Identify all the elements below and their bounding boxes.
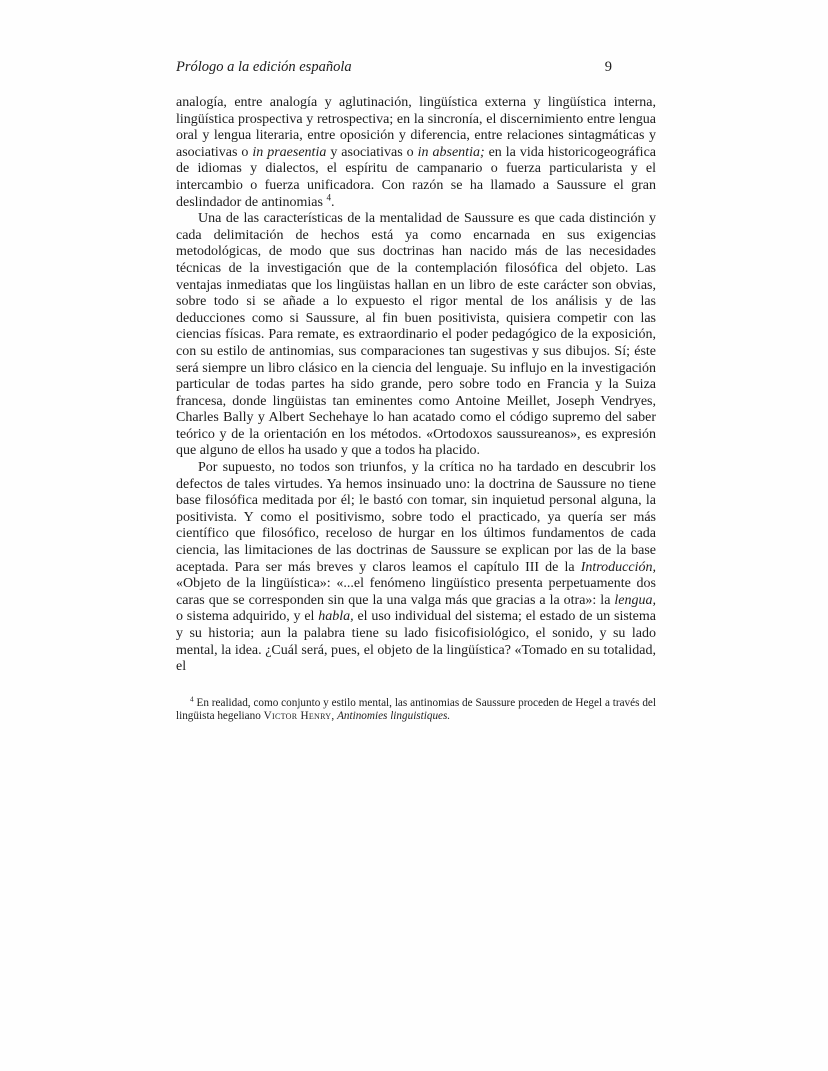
body-text bbox=[176, 95, 656, 676]
paragraph: Una de las características de la mentalidad de Saussure es que cada distinción y cada delimitación de hechos está ya como encarnada en sus exigencias metodológicas, de modo que sus doctrinas han nacido más de las necesidades técnicas de la investigación que de la contemplación filosófica del objeto. Las ventajas inmediatas que los lingüistas hallan en un libro de este carácter son obvias, sobre todo si se añade a lo expuesto el rigor mental de los análisis y de las deducciones como si Saussure, al fin buen positivista, quisiera competir con las ciencias físicas. Para remate, es extraordinario el poder pedagógico de la exposición, con su estilo de antinomias, sus comparaciones tan sugestivas y sus dibujos. Sí; éste será siempre un libro clásico en la ciencia del lenguaje. Su influjo en la investigación particular de todas partes ha sido grande, pero sobre todo en Francia y la Suiza francesa, donde lingüistas tan eminentes como Antoine Meillet, Joseph Vendryes, Charles Bally y Albert Sechehaye lo han acatado como el código supremo del saber teórico y de la orientación en los métodos. «Ortodoxos saussureanos», es expresión que alguno de ellos ha usado y que a todos ha placido. bbox=[176, 211, 656, 459]
paragraph: analogía, entre analogía y aglutinación, lingüística externa y lingüística interna, lingüística prospectiva y retrospectiva; en la sincronía, el discernimiento entre lengua oral y lengua literaria, entre oposición y diferencia, entre relaciones sintagmáticas y asociativas o in praesentia y asociativas o in absentia; en la vida historicogeográfica de idiomas y dialectos, el espíritu de campanario o fuerza particularista y el intercambio o fuerza unificadora. Con razón se ha llamado a Saussure el gran deslindador de antinomias $^4$. bbox=[176, 95, 656, 210]
paragraph: Por supuesto, no todos son triunfos, y la crítica no ha tardado en descubrir los defectos de tales virtudes. Ya hemos insinuado uno: la doctrina de Saussure no tiene base filosófica meditada por él; le bastó con tomar, sin inquietud personal alguna, la positivista. Y como el positivismo, sobre todo el practicado, ya quería ser más científico que filosófico, receloso de hurgar en los últimos fundamentos de cada ciencia, las limitaciones de las doctrinas de Saussure se explican por las de la base aceptada. Para ser más breves y claros leamos el capítulo III de la Introducción, «Objeto de la lingüística»: «...el fenómeno lingüístico presenta perpetuamente dos caras que se corresponden sin que la una valga más que gracias a la otra»: la lengua, o sistema adquirido, y el habla, el uso individual del sistema; el estado de un sistema y su historia; aun la palabra tiene su lado fisicofisiológico, el sonido, y su lado mental, la idea. ¿Cuál será, pues, el objeto de la lingüística? «Tomado en su totalidad, el bbox=[176, 460, 656, 675]
footnote-text: $^4$ En realidad, como conjunto y estilo mental, las antinomias de Saussure proceden de Hegel a través del lingüista hegeliano Victor Henry, Antinomies linguistiques. bbox=[176, 695, 656, 723]
text-block bbox=[176, 58, 656, 724]
footnote bbox=[176, 697, 656, 724]
page-number: 9 bbox=[604, 59, 612, 75]
running-header-title: Prólogo a la edición española bbox=[176, 59, 352, 75]
running-header bbox=[176, 58, 656, 76]
